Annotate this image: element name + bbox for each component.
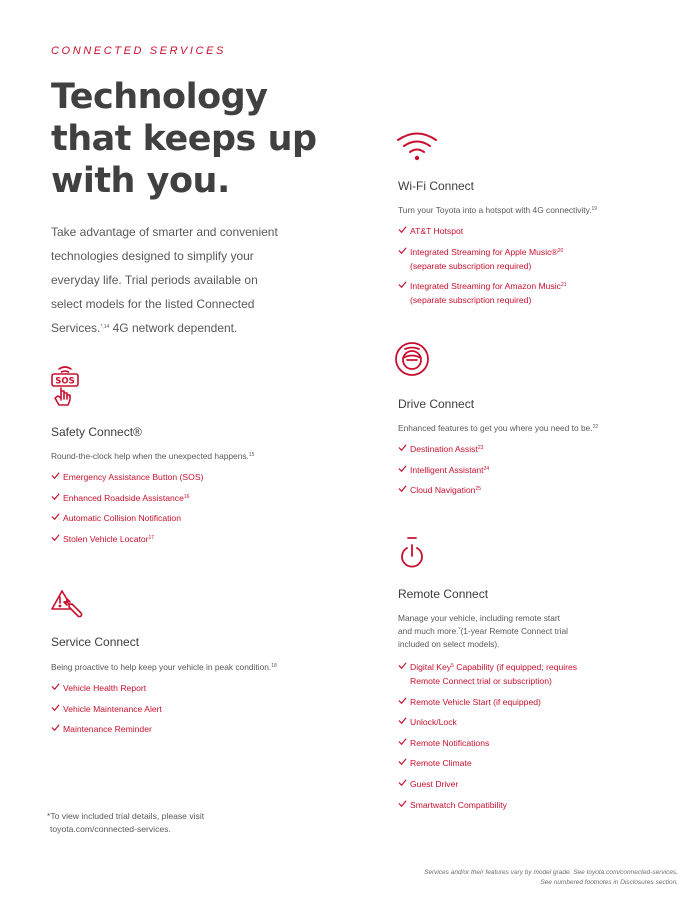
intro-tail: 4G network dependent.: [109, 321, 238, 335]
list-item: [398, 279, 567, 307]
trial-footnote-line-2: toyota.com/connected-services.: [50, 824, 171, 834]
safety-desc-sup: 15: [248, 452, 255, 458]
checkmark-icon: [51, 492, 60, 501]
feature-label: Intelligent Assistant: [410, 464, 484, 475]
checkmark-icon: [398, 757, 407, 766]
list-item: [51, 491, 203, 505]
checkmark-icon: [51, 512, 60, 521]
feature-label: Automatic Collision Notification: [63, 513, 181, 524]
service-desc-text: Being proactive to help keep your vehicle in peak condition.: [51, 662, 272, 672]
headline-line-2: that keeps up: [51, 119, 317, 159]
feature-label-line2: (separate subscription required): [410, 295, 532, 306]
checkmark-icon: [51, 703, 60, 712]
checkmark-icon: [398, 280, 407, 289]
feature-label-line2: Remote Connect trial or subscription): [410, 676, 552, 686]
wifi-connect-title: Wi-Fi Connect: [398, 179, 475, 193]
feature-label-line2: (separate subscription required): [410, 260, 532, 271]
checkmark-icon: [51, 533, 60, 542]
remote-desc-sup: *: [458, 627, 461, 633]
feature-label: Maintenance Reminder: [63, 724, 152, 735]
disclaimer-line-2: See numbered footnotes in Disclosures section.: [540, 879, 678, 886]
feature-label: AT&T Hotspot: [410, 226, 464, 236]
feature-label: Vehicle Health Report: [63, 683, 147, 693]
list-item: [398, 736, 577, 750]
checkmark-icon: [398, 737, 407, 746]
wifi-connect-description: [398, 203, 597, 217]
feature-label: Digital Key: [410, 662, 452, 672]
feature-label: Emergency Assistance Button (SOS): [63, 472, 204, 482]
checkmark-icon: [51, 471, 60, 480]
checkmark-icon: [398, 225, 407, 234]
list-item: [398, 660, 577, 688]
list-item: [398, 442, 489, 456]
list-item: [51, 511, 203, 525]
steering-wheel-icon: [393, 340, 431, 378]
remote-desc-line-2a: and much more.: [398, 626, 459, 636]
feature-label-rest: Capability (if equipped; requires: [453, 662, 578, 672]
feature-sup: 21: [560, 282, 567, 289]
remote-connect-description: [398, 612, 568, 651]
feature-sup: 24: [483, 465, 490, 472]
disclaimer-footnote: [424, 868, 678, 888]
wifi-feature-list: [398, 224, 567, 307]
checkmark-icon: [51, 682, 60, 691]
trial-footnote-line-1: *To view included trial details, please visit: [47, 811, 205, 821]
checkmark-icon: [398, 246, 407, 255]
list-item: [398, 224, 567, 238]
list-item: [51, 702, 162, 716]
checkmark-icon: [398, 484, 407, 493]
remote-connect-title: Remote Connect: [398, 587, 489, 601]
safety-desc-text: Round-the-clock help when the unexpected happens.: [51, 451, 249, 461]
wifi-desc-text: Turn your Toyota into a hotspot with 4G connectivity.: [398, 205, 592, 215]
drive-desc-sup: 22: [592, 424, 599, 430]
headline-line-1: Technology: [51, 77, 268, 117]
service-feature-list: [51, 681, 162, 736]
safety-connect-description: [51, 449, 254, 463]
list-item: [398, 245, 567, 273]
feature-label: Guest Driver: [410, 778, 459, 789]
remote-feature-list: [398, 660, 577, 812]
list-item: [398, 798, 577, 812]
checkmark-icon: [398, 443, 407, 452]
list-item: [51, 681, 162, 695]
feature-sup: 5: [451, 663, 454, 669]
list-item: [51, 532, 203, 546]
feature-label: Vehicle Maintenance Alert: [63, 703, 162, 714]
list-item: [51, 470, 203, 484]
feature-label: Unlock/Lock: [410, 717, 457, 728]
wifi-icon: [396, 131, 438, 161]
feature-label: Integrated Streaming for Apple Music®: [410, 246, 558, 257]
drive-desc-text: Enhanced features to get you where you need to be.: [398, 423, 593, 433]
eyebrow-label: CONNECTED SERVICES: [51, 45, 226, 57]
drive-feature-list: [398, 442, 489, 497]
feature-label: Enhanced Roadside Assistance: [63, 492, 184, 503]
safety-feature-list: [51, 470, 203, 546]
list-item: [398, 463, 489, 477]
disclaimer-line-1: Services and/or their features vary by model grade. See toyota.com/connected-services.: [424, 869, 678, 876]
feature-label: Smartwatch Compatibility: [410, 799, 507, 810]
list-item: [398, 695, 577, 709]
feature-label: Stolen Vehicle Locator: [63, 533, 149, 544]
intro-footnote-ref: *,14: [100, 324, 110, 330]
list-item: [398, 715, 577, 729]
sos-button-icon: [50, 364, 82, 408]
checkmark-icon: [398, 464, 407, 473]
service-desc-sup: 18: [271, 663, 277, 669]
feature-sup: 25: [475, 486, 482, 493]
remote-desc-line-1: Manage your vehicle, including remote start: [398, 613, 560, 623]
service-connect-description: [51, 660, 277, 674]
drive-connect-description: [398, 421, 598, 435]
feature-sup: 20: [557, 247, 564, 254]
safety-connect-title: Safety Connect®: [51, 425, 142, 439]
page-headline: [51, 76, 351, 202]
intro-text: Take advantage of smarter and convenient technologies designed to simplify your everyday life. Trial periods available on select models for the listed Connected Services.: [51, 225, 278, 335]
feature-label: Destination Assist: [410, 444, 478, 454]
checkmark-icon: [398, 716, 407, 725]
checkmark-icon: [398, 778, 407, 787]
headline-line-3: with you.: [51, 161, 230, 201]
wrench-warning-icon: [50, 589, 86, 619]
feature-label: Remote Notifications: [410, 737, 490, 748]
feature-label: Cloud Navigation: [410, 485, 476, 496]
drive-connect-title: Drive Connect: [398, 397, 475, 411]
feature-sup: 16: [183, 493, 190, 500]
list-item: [398, 756, 577, 770]
list-item: [398, 777, 577, 791]
feature-label: Remote Vehicle Start (if equipped): [410, 696, 541, 707]
power-button-icon: [399, 536, 425, 570]
wifi-desc-sup: 19: [591, 206, 598, 212]
remote-desc-line-2b: (1-year Remote Connect trial: [460, 626, 568, 636]
feature-label: Remote Climate: [410, 758, 472, 769]
service-connect-title: Service Connect: [51, 635, 140, 649]
checkmark-icon: [51, 723, 60, 732]
feature-sup: 17: [148, 534, 155, 541]
feature-sup: 23: [477, 445, 484, 451]
checkmark-icon: [398, 799, 407, 808]
svg-text:SOS: SOS: [55, 376, 75, 387]
remote-desc-line-3: included on select models).: [398, 639, 500, 649]
intro-paragraph: [51, 220, 291, 340]
list-item: [51, 722, 162, 736]
checkmark-icon: [398, 696, 407, 705]
list-item: [398, 483, 489, 497]
trial-footnote: [47, 810, 204, 836]
feature-label: Integrated Streaming for Amazon Music: [410, 281, 561, 292]
checkmark-icon: [398, 661, 407, 670]
